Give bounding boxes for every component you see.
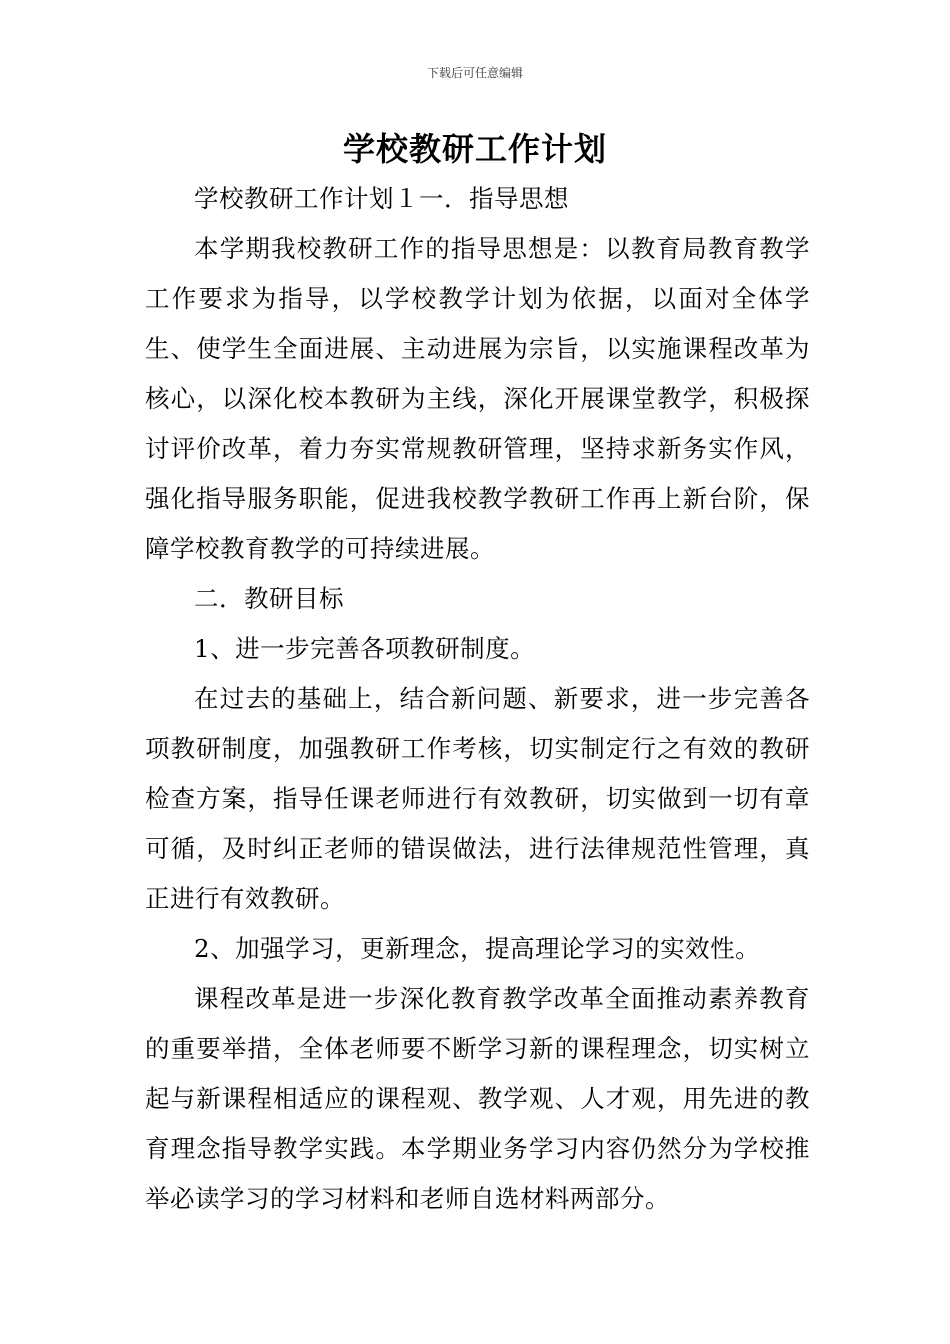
subheading-improve-systems: 1、进一步完善各项教研制度。	[194, 634, 536, 663]
paragraph-guiding-thought: 本学期我校教研工作的指导思想是：以教育局教育教学工作要求为指导，以学校教学计划为依据，以面对全体学生、使学生全面进展、主动进展为宗旨，以实施课程改革为核心，以深化校本教研为主线，深化开展课堂教学，积极探讨评价改革，着力夯实常规教研管理，坚持求新务实作风，强化指导服务职能，促进我校教学教研工作再上新台阶，保障学校教育教学的可持续进展。	[145, 234, 810, 563]
header-note: 下载后可任意编辑	[426, 66, 523, 80]
paragraph-curriculum-reform: 课程改革是进一步深化教育教学改革全面推动素养教育的重要举措，全体老师要不断学习新的课程理念，切实树立起与新课程相适应的课程观、教学观、人才观，用先进的教育理念指导教学实践。本学期业务学习内容仍然分为学校推举必读学习的学习材料和老师自选材料两部分。	[145, 984, 810, 1213]
document-title: 学校教研工作计划	[342, 130, 607, 168]
document-body	[145, 174, 810, 1224]
section-heading-guiding-thought: 学校教研工作计划１一．指导思想	[194, 184, 569, 213]
subheading-strengthen-learning: 2、加强学习，更新理念，提高理论学习的实效性。	[194, 934, 761, 963]
section-heading-goals: 二．教研目标	[194, 584, 344, 613]
paragraph-improve-systems: 在过去的基础上，结合新问题、新要求，进一步完善各项教研制度，加强教研工作考核，切实制定行之有效的教研检查方案，指导任课老师进行有效教研，切实做到一切有章可循，及时纠正老师的错误做法，进行法律规范性管理，真正进行有效教研。	[145, 684, 810, 913]
